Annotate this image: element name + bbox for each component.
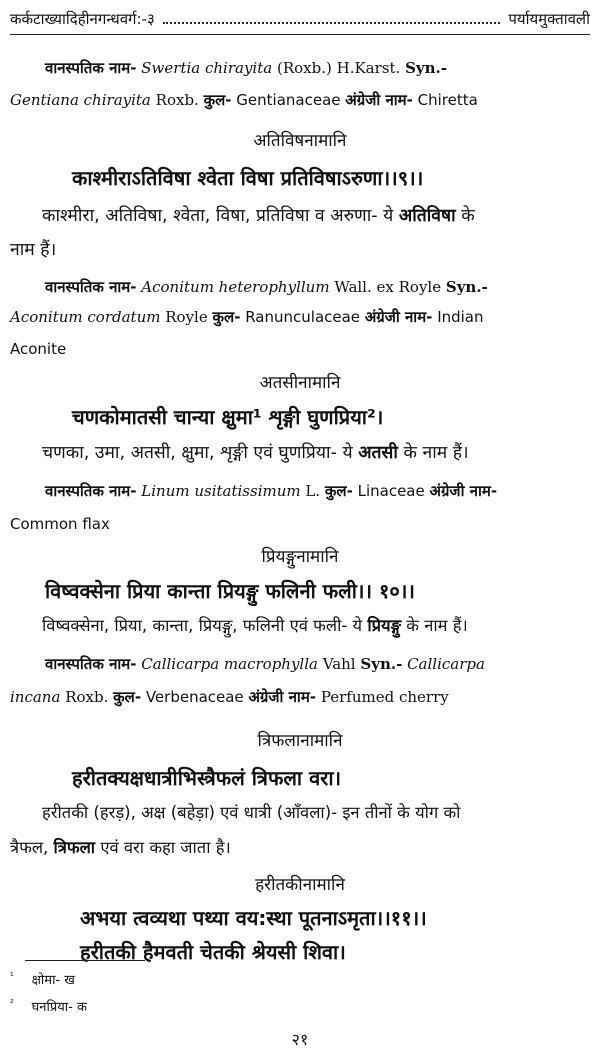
section-heading: त्रिफलानामानि — [257, 731, 343, 751]
botanical-line — [10, 515, 590, 533]
english-name: Aconite — [10, 340, 67, 358]
authority: Vahl — [322, 655, 356, 673]
prose-line — [42, 613, 590, 636]
english-name: Common flax — [10, 515, 110, 533]
prose-text: के नाम हैं। — [406, 616, 468, 635]
prose-line: नाम हैं। — [10, 240, 57, 260]
prose-text: के — [461, 206, 475, 226]
family-name: Gentianaceae — [236, 91, 341, 109]
latin-name: Callicarpa macrophylla — [141, 655, 318, 673]
syn-label: Syn.- — [445, 278, 488, 296]
botanical-line — [45, 654, 590, 674]
botanical-line — [10, 307, 590, 327]
prose-text: त्रैफल, — [10, 838, 49, 857]
page-number: २१ — [291, 1030, 309, 1049]
latin-name: Linum usitatissimum — [141, 482, 301, 500]
botanical-line — [10, 90, 590, 110]
verse-line: अभया त्वव्यथा पथ्या वय:स्था पूतनाऽमृता।।११।। — [80, 906, 427, 930]
english-name: Chiretta — [417, 91, 478, 109]
verse-line: चणकोमातसी चान्या क्षुमा¹ शृङ्गी घुणप्रिया²। — [72, 405, 384, 429]
botanical-line — [10, 340, 590, 358]
footnote-mark: ² — [10, 998, 14, 1009]
english-name: Perfumed cherry — [320, 688, 449, 706]
footnote-mark: ¹ — [10, 971, 14, 982]
family-name: Verbenaceae — [145, 688, 244, 706]
botanical-label: वानस्पतिक नाम- — [45, 278, 137, 296]
latin-name: Swertia chirayita — [141, 59, 273, 77]
english-label: अंग्रेजी नाम- — [345, 91, 413, 109]
prose-line — [42, 203, 590, 227]
section-heading: प्रियङ्गुनामानि — [261, 547, 339, 567]
authority: Wall. ex Royle — [334, 278, 442, 296]
header-chapter-title: कर्कटाख्यादिहीनगन्धवर्ग:-३ — [10, 10, 155, 28]
running-header — [10, 8, 590, 30]
english-name: Indian — [437, 308, 484, 326]
family-name: Ranunculaceae — [245, 308, 361, 326]
botanical-label: वानस्पतिक नाम- — [45, 59, 137, 77]
syn-label: Syn.- — [360, 655, 403, 673]
prose-keyword: प्रियङ्गु — [367, 616, 402, 635]
synonym: Gentiana chirayita — [10, 91, 151, 109]
prose-line — [42, 440, 590, 464]
section-heading: अतिविषनामानि — [253, 131, 347, 151]
prose-line — [10, 835, 590, 858]
synonym: incana — [10, 688, 61, 706]
header-dotted-leader — [163, 14, 501, 24]
verse-line: काश्मीराऽतिविषा श्वेता विषा प्रतिविषाऽरुणा।।९।। — [72, 166, 424, 190]
english-label: अंग्रेजी नाम- — [248, 688, 317, 706]
header-rule — [10, 34, 590, 35]
prose-text: विष्वक्सेना, प्रिया, कान्ता, प्रियङ्गु, फलिनी एवं फली- ये — [42, 616, 363, 635]
prose-line: हरीतकी (हरड़), अक्ष (बहेड़ा) एवं धात्री (आँवला)- इन तीनों के योग को — [42, 803, 461, 822]
family-label: कुल- — [324, 482, 353, 500]
syn-label: Syn.- — [405, 59, 447, 77]
botanical-label: वानस्पतिक नाम- — [45, 655, 137, 673]
family-label: कुल- — [113, 688, 142, 706]
botanical-line — [45, 481, 590, 501]
section-heading: हरीतकीनामानि — [255, 875, 345, 895]
english-label: अंग्रेजी नाम- — [429, 482, 498, 500]
authority: Royle — [165, 308, 208, 326]
prose-keyword: त्रिफला — [53, 838, 96, 857]
botanical-line — [45, 277, 590, 297]
footnote — [10, 970, 75, 988]
section-heading: अतसीनामानि — [259, 373, 341, 393]
authority: Roxb. — [155, 91, 199, 109]
verse-line: हरीतकी हैमवती चेतकी श्रेयसी शिवा। — [80, 940, 346, 964]
footnote-text: क्षोमा- ख — [31, 973, 75, 988]
prose-keyword: अतसी — [358, 443, 398, 463]
authority: Roxb. — [65, 688, 109, 706]
header-book-title: पर्यायमुक्तावली — [508, 10, 590, 28]
prose-text: काश्मीरा, अतिविषा, श्वेता, विषा, प्रतिविषा व अरुणा- ये — [42, 206, 394, 226]
latin-name: Aconitum heterophyllum — [141, 278, 330, 296]
prose-text: एवं वरा कहा जाता है। — [100, 838, 231, 857]
verse-line: विष्वक्सेना प्रिया कान्ता प्रियङ्गु फलिनी फली।। १०।। — [45, 579, 415, 603]
synonym: Callicarpa — [407, 655, 485, 673]
family-label: कुल- — [203, 91, 232, 109]
botanical-line — [10, 687, 590, 707]
family-name: Linaceae — [357, 482, 425, 500]
family-label: कुल- — [212, 308, 241, 326]
authority: (Roxb.) H.Karst. — [276, 59, 401, 77]
prose-text: चणका, उमा, अतसी, क्षुमा, शृङ्गी एवं घुणप्रिया- ये — [42, 443, 353, 463]
prose-text: के नाम हैं। — [403, 443, 469, 463]
english-label: अंग्रेजी नाम- — [364, 308, 433, 326]
prose-keyword: अतिविषा — [398, 206, 456, 226]
footnote — [10, 997, 87, 1015]
authority: L. — [305, 482, 321, 500]
botanical-line — [45, 58, 590, 78]
verse-line: हरीतक्यक्षधात्रीभिस्त्रैफलं त्रिफला वरा। — [72, 766, 342, 790]
synonym: Aconitum cordatum — [10, 308, 161, 326]
footnote-rule — [25, 960, 145, 961]
botanical-label: वानस्पतिक नाम- — [45, 482, 137, 500]
footnote-text: घनप्रिया- क — [31, 1000, 87, 1015]
